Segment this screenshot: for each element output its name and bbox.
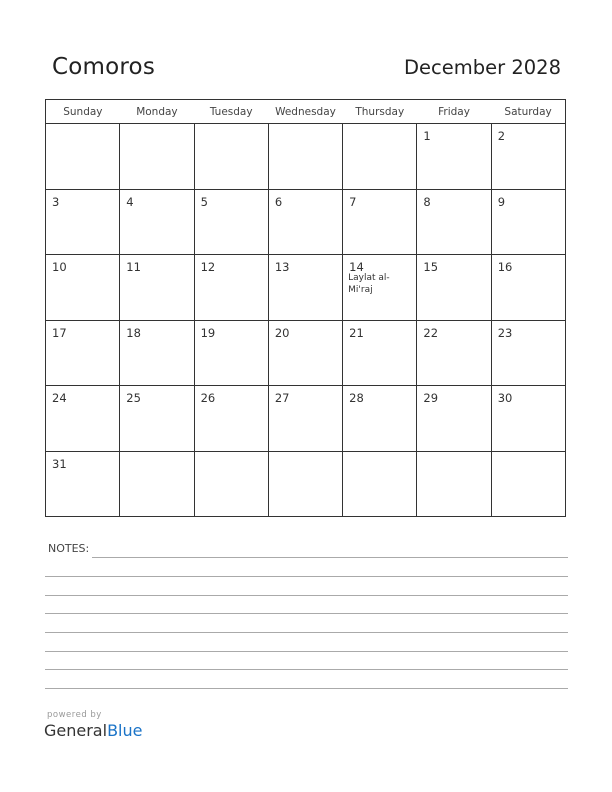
day-number: 3 xyxy=(52,194,60,209)
empty-day-cell xyxy=(120,124,194,190)
day-cell xyxy=(343,255,417,321)
note-line xyxy=(45,576,568,577)
weekday-friday: Friday xyxy=(417,100,491,124)
empty-day-cell xyxy=(268,451,342,517)
day-cell xyxy=(46,255,120,321)
day-cell xyxy=(268,189,342,255)
note-line xyxy=(45,669,568,670)
day-cell xyxy=(417,386,491,452)
day-number: 23 xyxy=(497,325,513,340)
weekday-thursday: Thursday xyxy=(343,100,417,124)
day-cell xyxy=(343,320,417,386)
day-number: 13 xyxy=(274,260,290,274)
weekday-monday: Monday xyxy=(120,100,194,124)
logo-blue: Blue xyxy=(107,721,143,740)
day-number: 30 xyxy=(497,391,513,405)
day-number: 20 xyxy=(274,325,290,340)
day-number: 31 xyxy=(52,456,67,471)
note-line xyxy=(45,688,568,689)
day-cell xyxy=(194,189,268,255)
day-cell xyxy=(46,386,120,452)
day-number: 17 xyxy=(52,325,67,340)
day-number: 24 xyxy=(52,391,67,405)
empty-day-cell xyxy=(343,124,417,190)
day-cell xyxy=(120,255,194,321)
day-number: 10 xyxy=(52,260,67,274)
powered-by-text: powered by xyxy=(47,710,102,720)
day-number: 22 xyxy=(423,325,439,340)
generalblue-logo[interactable] xyxy=(44,721,142,740)
calendar-week-row xyxy=(46,189,566,255)
day-cell xyxy=(491,189,565,255)
day-cell xyxy=(46,189,120,255)
day-number: 15 xyxy=(423,260,439,274)
day-number: 6 xyxy=(274,194,283,209)
day-cell xyxy=(120,320,194,386)
day-cell xyxy=(46,451,120,517)
day-number: 12 xyxy=(200,260,216,274)
note-line xyxy=(45,613,568,614)
day-number: 25 xyxy=(126,391,141,405)
empty-day-cell xyxy=(491,451,565,517)
empty-day-cell xyxy=(343,451,417,517)
day-number: 9 xyxy=(497,194,506,209)
day-number: 28 xyxy=(349,391,364,405)
holiday-event: Laylat al-Mi'raj xyxy=(348,273,390,295)
day-number: 1 xyxy=(423,129,431,143)
day-number: 7 xyxy=(349,194,357,209)
calendar-grid xyxy=(45,99,566,517)
weekday-sunday: Sunday xyxy=(46,100,120,124)
empty-day-cell xyxy=(194,124,268,190)
weekday-saturday: Saturday xyxy=(491,100,565,124)
empty-day-cell xyxy=(417,451,491,517)
day-number: 21 xyxy=(349,325,364,340)
calendar-week-row xyxy=(46,320,566,386)
empty-day-cell xyxy=(194,451,268,517)
empty-day-cell xyxy=(268,124,342,190)
note-line xyxy=(45,651,568,652)
day-number: 11 xyxy=(126,260,141,274)
day-cell xyxy=(194,386,268,452)
day-number: 5 xyxy=(200,194,208,209)
day-number: 16 xyxy=(497,260,513,274)
day-number: 27 xyxy=(274,391,290,405)
note-line xyxy=(45,632,568,633)
empty-day-cell xyxy=(120,451,194,517)
day-number: 29 xyxy=(423,391,439,405)
logo-general: General xyxy=(44,721,108,740)
day-number: 14 xyxy=(349,260,364,274)
day-cell xyxy=(417,189,491,255)
day-cell xyxy=(343,189,417,255)
day-cell xyxy=(491,255,565,321)
day-cell xyxy=(194,255,268,321)
day-cell xyxy=(120,386,194,452)
day-number: 26 xyxy=(200,391,216,405)
day-cell xyxy=(417,320,491,386)
month-year-title: December 2028 xyxy=(404,56,561,79)
day-cell xyxy=(343,386,417,452)
day-number: 4 xyxy=(126,194,134,209)
note-line xyxy=(45,595,568,596)
calendar-week-row xyxy=(46,124,566,190)
day-cell xyxy=(491,124,565,190)
notes-label: NOTES: xyxy=(48,542,90,555)
calendar-week-row xyxy=(46,451,566,517)
day-cell xyxy=(417,255,491,321)
day-cell xyxy=(46,320,120,386)
calendar-week-row xyxy=(46,255,566,321)
calendar-week-row xyxy=(46,386,566,452)
day-cell xyxy=(268,255,342,321)
day-cell xyxy=(194,320,268,386)
note-line xyxy=(92,557,568,558)
weekday-wednesday: Wednesday xyxy=(268,100,342,124)
day-cell xyxy=(417,124,491,190)
day-cell xyxy=(268,386,342,452)
weekday-header-row xyxy=(46,100,566,124)
day-number: 2 xyxy=(497,129,506,143)
day-cell xyxy=(268,320,342,386)
day-cell xyxy=(120,189,194,255)
day-number: 18 xyxy=(126,325,141,340)
day-number: 19 xyxy=(200,325,216,340)
day-cell xyxy=(491,386,565,452)
day-cell xyxy=(491,320,565,386)
weekday-tuesday: Tuesday xyxy=(194,100,268,124)
empty-day-cell xyxy=(46,124,120,190)
day-number: 8 xyxy=(423,194,431,209)
country-title: Comoros xyxy=(52,54,156,80)
